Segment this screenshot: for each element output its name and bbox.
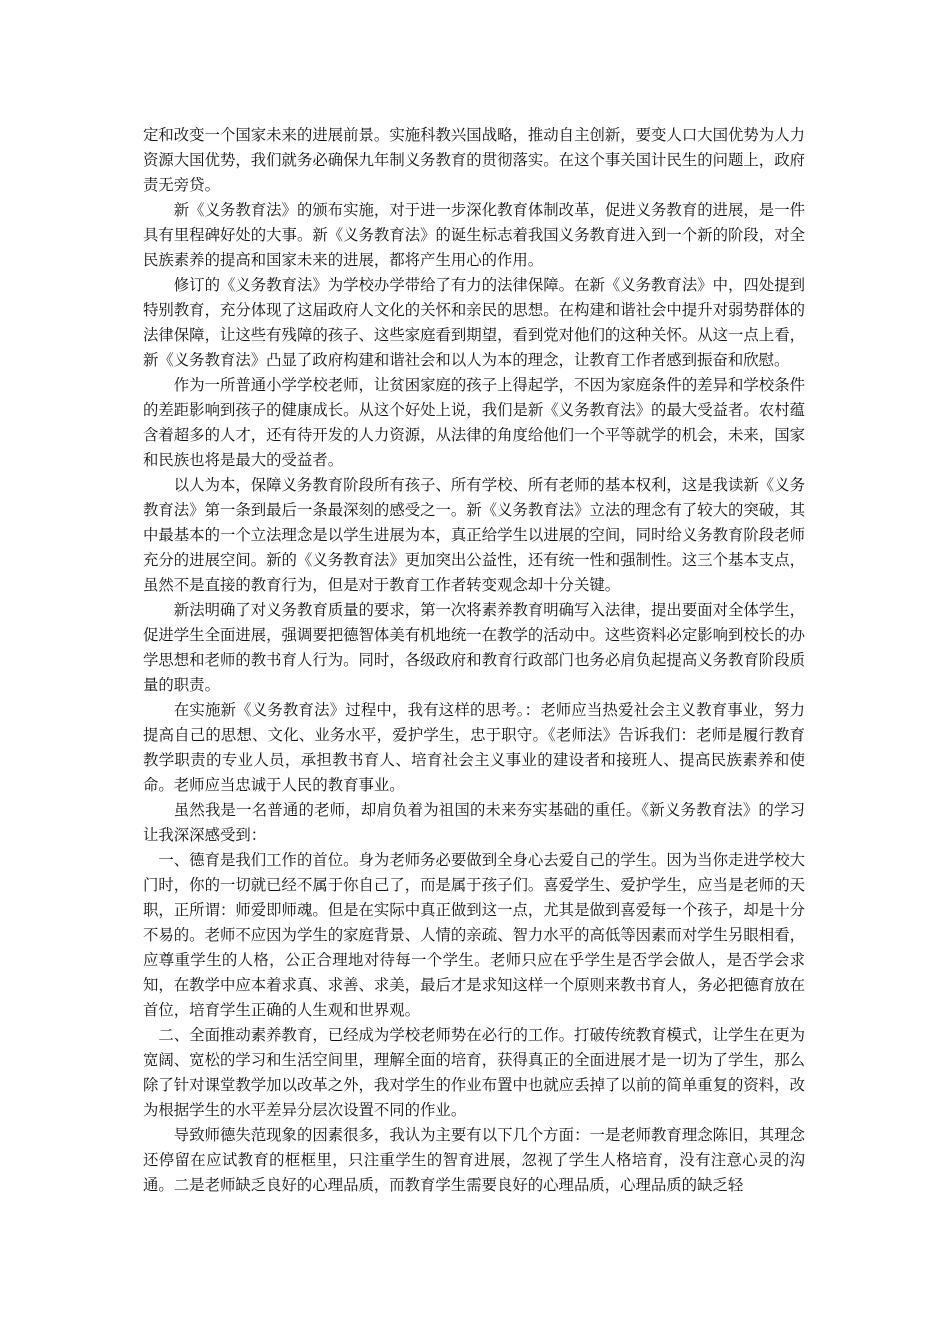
paragraph-quality-requirement: 新法明确了对义务教育质量的要求，第一次将素养教育明确写入法律，提出要面对全体学生，促进学生全面进展，强调要把德智体美有机地统一在教学的活动中。这些资料必定影响到校长的办学思想和老师的教书育人行为。同时，各级政府和教育行政部门也务必肩负起提高义务教育阶段质量的职责。	[143, 601, 805, 694]
paragraph-ordinary-teacher: 虽然我是一名普通的老师，却肩负着为祖国的未来夯实基础的重任。《新义务教育法》的学习让我深深感受到：	[143, 801, 805, 844]
paragraph-people-oriented: 以人为本，保障义务教育阶段所有孩子、所有学校、所有老师的基本权利，这是我读新《义务教育法》第一条到最后一条最深刻的感受之一。新《义务教育法》立法的理念有了较大的突破，其中最基本的一个立法理念是以学生进展为本，真正给学生以进展的空间，同时给义务教育阶段老师充分的进展空间。新的《义务教育法》更加突出公益性，还有统一性和强制性。这三个基本支点，虽然不是直接的教育行为，但是对于教育工作者转变观念却十分关键。	[143, 476, 805, 594]
document-page	[143, 123, 805, 1198]
paragraph-item-moral-education: 一、德育是我们工作的首位。身为老师务必要做到全身心去爱自己的学生。因为当你走进学校大门时，你的一切就已经不属于你自己了，而是属于孩子们。喜爱学生、爱护学生，应当是老师的天职，正所谓：师爱即师魂。但是在实际中真正做到这一点，尤其是做到喜爱每一个孩子，却是十分不易的。老师不应因为学生的家庭背景、人情的亲疏、智力水平的高低等因素而对学生另眼相看，应尊重学生的人格，公正合理地对待每一个学生。老师只应在乎学生是否学会做人，是否学会求知，在教学中应本着求真、求善、求美，最后才是求知这样一个原则来教书育人，务必把德育放在首位，培育学生正确的人生观和世界观。	[143, 851, 805, 1019]
paragraph-ethics-factors: 导致师德失范现象的因素很多，我认为主要有以下几个方面：一是老师教育理念陈旧，其理念还停留在应试教育的框框里，只注重学生的智育进展，忽视了学生人格培育，没有注意心灵的沟通。二是老师缺乏良好的心理品质，而教育学生需要良好的心理品质，心理品质的缺乏轻	[143, 1126, 805, 1194]
paragraph-legal-guarantee: 修订的《义务教育法》为学校办学带给了有力的法律保障。在新《义务教育法》中，四处提到特别教育，充分体现了这届政府人文化的关怀和亲民的思想。在构建和谐社会中提升对弱势群体的法律保障，让这些有残障的孩子、这些家庭看到期望，看到党对他们的这种关怀。从这一点上看，新《义务教育法》凸显了政府构建和谐社会和以人为本的理念，让教育工作者感到振奋和欣慰。	[143, 276, 805, 369]
paragraph-primary-teacher: 作为一所普通小学学校老师，让贫困家庭的孩子上得起学，不因为家庭条件的差异和学校条件的差距影响到孩子的健康成长。从这个好处上说，我们是新《义务教育法》的最大受益者。农村蕴含着超多的人才，还有待开发的人力资源，从法律的角度给他们一个平等就学的机会，未来，国家和民族也将是最大的受益者。	[143, 376, 805, 469]
paragraph-continuation: 定和改变一个国家未来的进展前景。实施科教兴国战略，推动自主创新，要变人口大国优势为人力资源大国优势，我们就务必确保九年制义务教育的贯彻落实。在这个事关国计民生的问题上，政府责无旁贷。	[143, 126, 805, 194]
paragraph-implementation-thoughts: 在实施新《义务教育法》过程中，我有这样的思考。：老师应当热爱社会主义教育事业，努力提高自己的思想、文化、业务水平，爱护学生，忠于职守。《老师法》告诉我们：老师是履行教育教学职责的专业人员，承担教书育人、培育社会主义事业的建设者和接班人、提高民族素养和使命。老师应当忠诚于人民的教育事业。	[143, 701, 805, 794]
paragraph-new-law-promulgation: 新《义务教育法》的颁布实施，对于进一步深化教育体制改革，促进义务教育的进展，是一件具有里程碑好处的大事。新《义务教育法》的诞生标志着我国义务教育进入到一个新的阶段，对全民族素养的提高和国家未来的进展，都将产生用心的作用。	[143, 201, 805, 269]
paragraph-item-quality-education: 二、全面推动素养教育，已经成为学校老师势在必行的工作。打破传统教育模式，让学生在更为宽阔、宽松的学习和生活空间里，理解全面的培育，获得真正的全面进展才是一切为了学生，那么除了针对课堂教学加以改革之外，我对学生的作业布置中也就应丢掉了以前的简单重复的资料，改为根据学生的水平差异分层次设置不同的作业。	[143, 1026, 805, 1119]
